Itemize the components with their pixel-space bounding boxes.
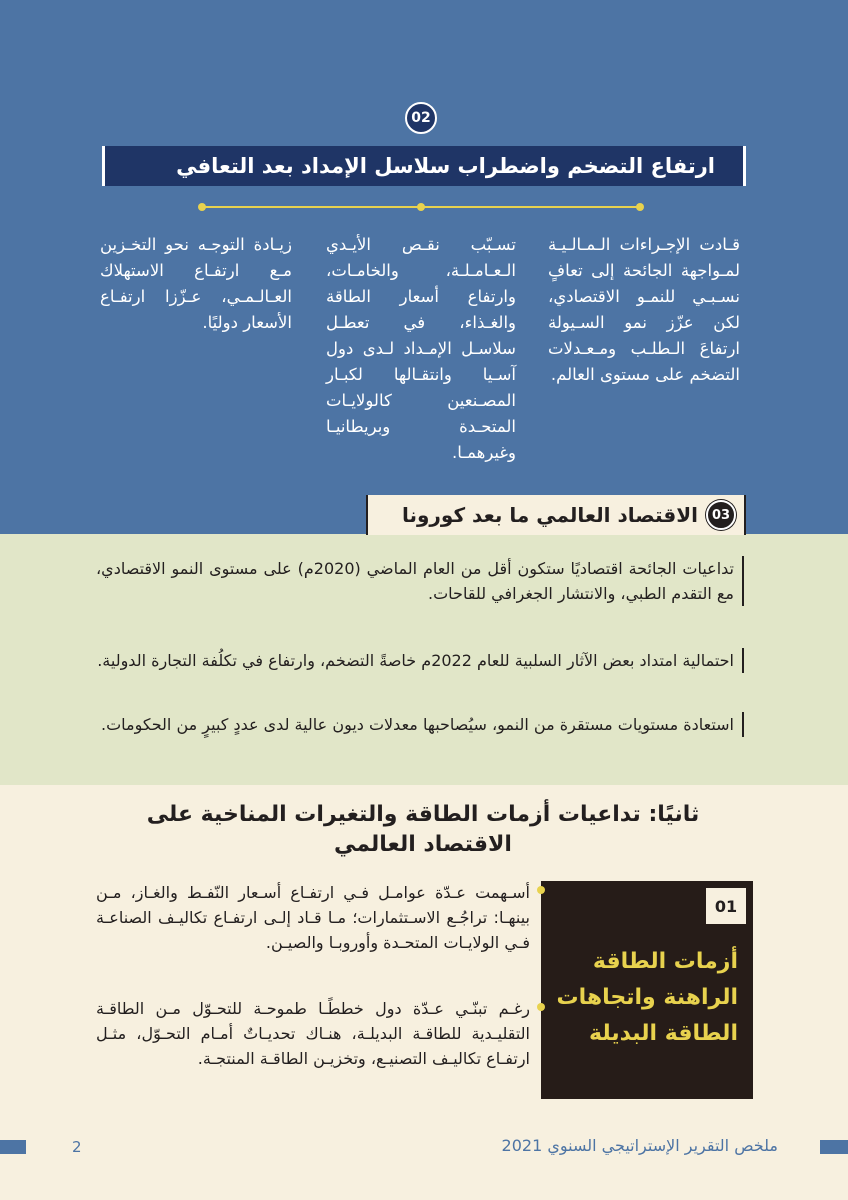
timeline-dot (417, 203, 425, 211)
heading-line: الاقتصاد العالمي (334, 832, 512, 857)
section-title: ارتفاع التضخم واضطراب سلاسل الإمداد بعد التعافي (176, 154, 715, 178)
page-number: 2 (72, 1138, 82, 1156)
column-text: زيـادة التوجـه نحو التخـزين مـع ارتفـاع الاستهلاك العـالـمـي، عـزّزا ارتفـاع الأسعار دوليًا. (100, 235, 292, 332)
section-number-badge: 02 (405, 102, 437, 134)
bullet-dot (537, 886, 545, 894)
column-text: تسـبّب نقـص الأيـدي الـعـامـلـة، والخامـات، وارتفاع أسعار الطاقة والغـذاء، في تعطـل سلاسـل الإمـداد لـدى دول آسـيا وانتقـالها لكبـار المصـنعين كالولايـات المتحـدة وبريطانيـا وغيرهمـا. (326, 235, 516, 462)
timeline-dot (198, 203, 206, 211)
timeline-dot (636, 203, 644, 211)
bullet-dot (537, 1003, 545, 1011)
column-text: قـادت الإجـراءات الـمـالـيـة لمـواجهة الجائحة إلى تعافٍ نسـبـي للنمـو الاقتصادي، لكن عزّز نمو السـيولة ارتفاعَ الـطلـب ومـعـدلات التضخم على مستوى العالم. (548, 235, 740, 384)
section-heading-box (366, 495, 746, 535)
section-title-bar (102, 146, 746, 186)
bullet-point: احتمالية امتداد بعض الآثار السلبية للعام 2022م خاصةً التضخم، وارتفاع في تكلُفة التجارة الدولية. (96, 648, 744, 673)
bullet-point: استعادة مستويات مستقرة من النمو، سيُصاحبها معدلات ديون عالية لدى عددٍ كبيرٍ من الحكومات. (96, 712, 744, 737)
heading-line: ثانيًا: تداعيات أزمات الطاقة والتغيرات المناخية على (146, 802, 700, 827)
footer-bar (0, 1140, 26, 1154)
bullet-point: تداعيات الجائحة اقتصاديًا ستكون أقل من العام الماضي (2020م) على مستوى النمو الاقتصادي، مع التقدم الطبي، والانتشار الجغرافي للقاحات. (96, 556, 744, 606)
topic-title: أزمات الطاقة الراهنة واتجاهات الطاقة البديلة (556, 949, 738, 1046)
section-number-badge: 03 (706, 500, 736, 530)
topic-number: 01 (706, 888, 746, 924)
footer-bar (820, 1140, 848, 1154)
paragraph: أسـهمت عـدّة عوامـل فـي ارتفـاع أسـعار النّفـط والغـاز، مـن بينهـا: تراجُـع الاسـتثمارات؛ مـا قـاد إلـى ارتفـاع تكاليـف الصناعـة فـي الولايـات المتحـدة وأوروبـا والصيـن. (96, 883, 530, 952)
timeline-divider (198, 203, 644, 211)
section-title: الاقتصاد العالمي ما بعد كورونا (401, 503, 698, 527)
section-heading (110, 800, 736, 860)
footer-title: ملخص التقرير الإستراتيجي السنوي 2021 (501, 1136, 778, 1155)
paragraph: رغـم تبنّـي عـدّة دول خططًـا طموحـة للتحـوّل مـن الطاقـة التقليـدية للطاقـة البديلـة، هنـاك تحديـاتٌ أمـام التحـوّل، مثـل ارتفـاع تكاليـف التصنيـع، وتخزيـن الطاقـة المنتجـة. (96, 999, 530, 1068)
